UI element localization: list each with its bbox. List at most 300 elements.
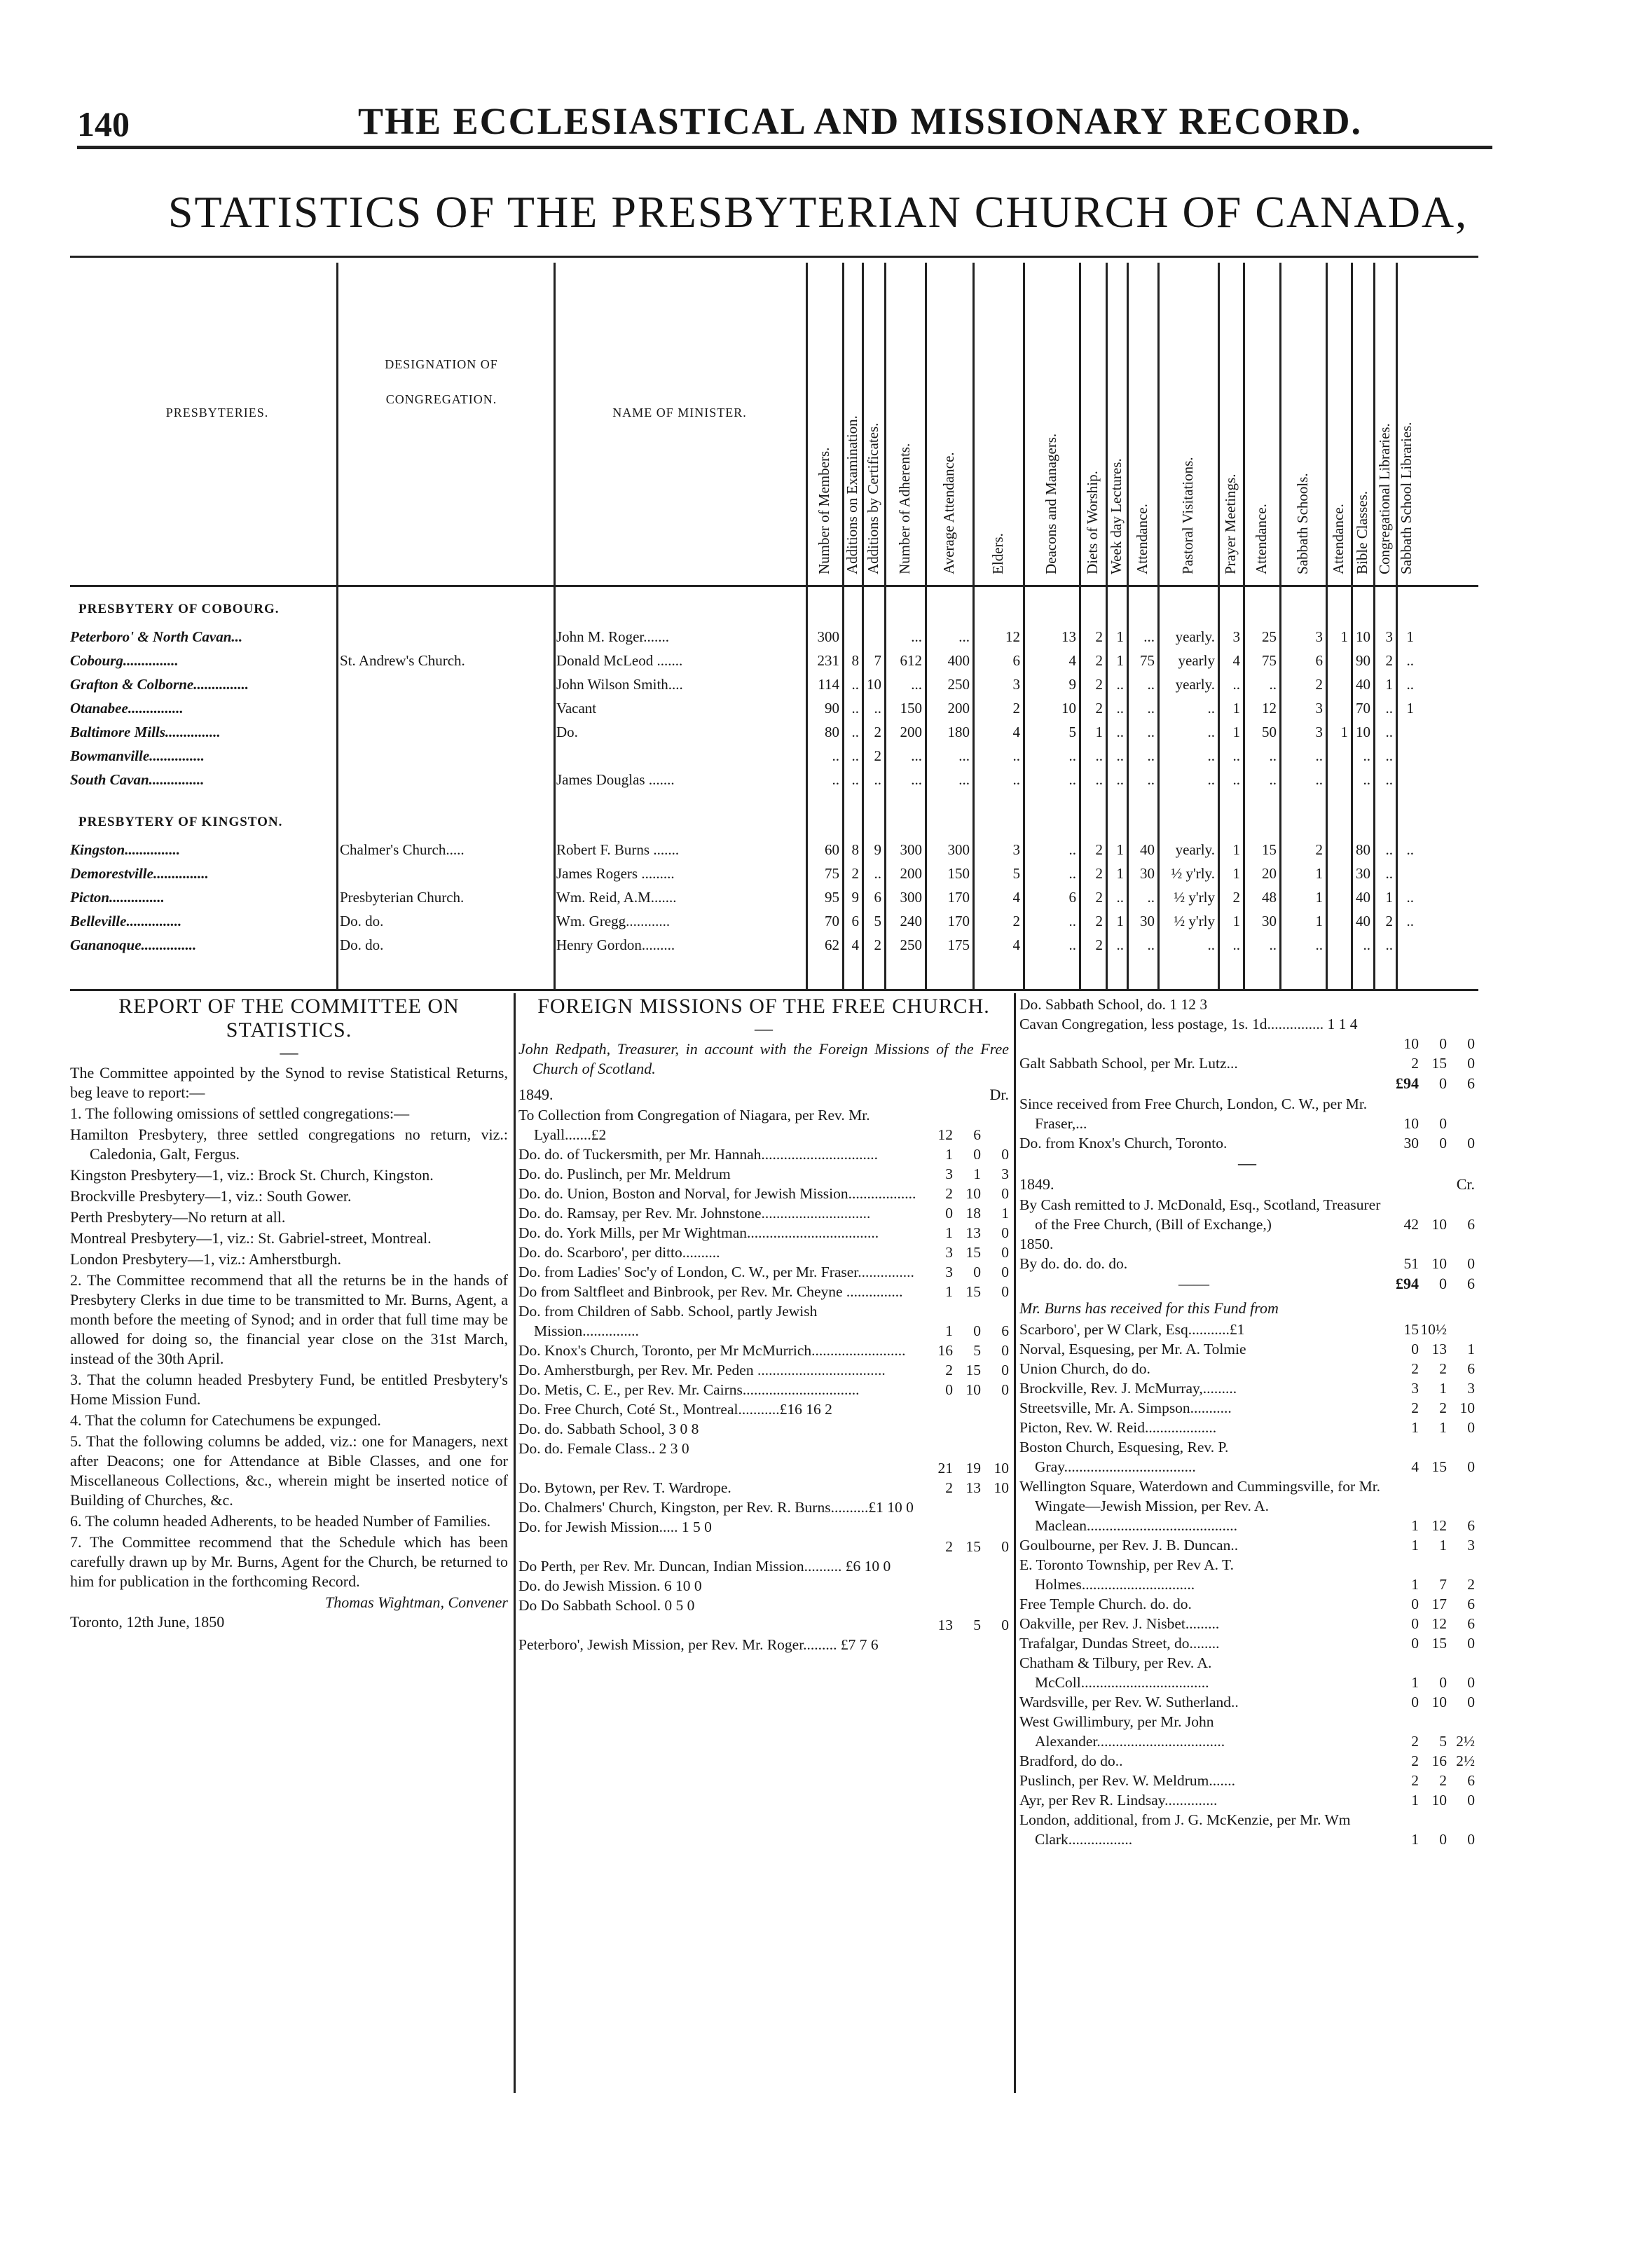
ledger-line xyxy=(1019,1339,1475,1359)
table-row xyxy=(70,676,1478,697)
ledger-line xyxy=(518,1498,1009,1517)
header-vertical-4: Average Attendance. xyxy=(940,452,957,574)
cell-value: 5 xyxy=(874,913,881,929)
ledger-amount: 4 xyxy=(1411,1458,1419,1475)
ledger-amount: 2 xyxy=(945,1185,953,1202)
header-vertical-5: Elders. xyxy=(989,533,1006,574)
ledger-amount: 0 xyxy=(1467,1674,1475,1691)
cell-value: .. xyxy=(1406,889,1414,906)
cell-value: .. xyxy=(1207,724,1215,740)
ledger-amount: 13 xyxy=(965,1224,981,1241)
cell-value: 70 xyxy=(1356,700,1370,717)
header-vertical-16: Congregational Libraries. xyxy=(1376,423,1393,574)
ledger-description: Chatham & Tilbury, per Rev. A. McColl.................................. xyxy=(1019,1654,1212,1691)
column-rule xyxy=(1351,263,1353,991)
cell-value: .. xyxy=(851,724,859,740)
ledger-line xyxy=(518,1282,1009,1301)
ledger-line xyxy=(1019,1359,1475,1378)
cell-value: 75 xyxy=(1262,652,1277,669)
foreign-missions-column xyxy=(518,995,1009,2185)
ledger-amount: 1 xyxy=(1467,1341,1475,1357)
cell-value: 2 xyxy=(1012,700,1020,717)
ledger-description: To Collection from Congregation of Niagara, per Rev. Mr. Lyall.......£2 xyxy=(518,1107,870,1143)
divider: — xyxy=(280,1042,298,1063)
cell-value: .. xyxy=(1068,747,1076,764)
ledger-amount: 2 xyxy=(1439,1399,1447,1416)
ledger-amount: 1 xyxy=(1439,1380,1447,1397)
ledger-amount: 2 xyxy=(1411,1360,1419,1377)
cell-value: 2 xyxy=(1095,700,1103,717)
column-rule xyxy=(972,263,975,991)
header-minister: NAME OF MINISTER. xyxy=(612,406,747,420)
ledger-line xyxy=(1019,1594,1475,1614)
cell-value: 20 xyxy=(1262,865,1277,882)
ledger-amount: 13 xyxy=(965,1479,981,1496)
header-vertical-0: Number of Members. xyxy=(816,447,832,574)
ledger-description: West Gwillimbury, per Mr. John Alexander.................................. xyxy=(1019,1713,1225,1750)
credit-label: Cr. xyxy=(1456,1175,1475,1193)
cell-value: 5 xyxy=(1012,865,1020,882)
cell-value: 30 xyxy=(1140,865,1155,882)
cell-value: .. xyxy=(1232,771,1240,788)
cell-value: 4 xyxy=(1012,724,1020,740)
ledger-line xyxy=(1019,1555,1475,1594)
ledger-amount: 0 xyxy=(1001,1381,1009,1398)
ledger-line xyxy=(1019,1437,1475,1477)
minister-name: James Douglas ....... xyxy=(556,771,675,788)
cell-value: 4 xyxy=(1232,652,1240,669)
ledger-description: Peterboro', Jewish Mission, per Rev. Mr. Roger......... £7 7 6 xyxy=(518,1636,879,1653)
cell-value: 15 xyxy=(1262,841,1277,858)
cell-value: 2 xyxy=(1232,889,1240,906)
cell-value: .. xyxy=(1116,676,1124,693)
report-point-7: 7. The Committee recommend that the Schedule which has been carefully drawn up by Mr. Burns, Agent for the Church, be returned to him for publication in the forthcoming Record. xyxy=(70,1533,508,1590)
ledger-description: 1850. xyxy=(1019,1236,1054,1252)
cell-value: 75 xyxy=(825,865,839,882)
page-number: 140 xyxy=(77,104,130,144)
ledger-line xyxy=(1019,1477,1475,1535)
ledger-amount: 1 xyxy=(1411,1831,1419,1848)
ledger-amount: 0 xyxy=(1439,1035,1447,1052)
cell-value: .. xyxy=(1207,700,1215,717)
cell-value: .. xyxy=(1095,771,1103,788)
cell-value: 80 xyxy=(1356,841,1370,858)
cell-value: .. xyxy=(1012,747,1020,764)
ledger-line xyxy=(518,1184,1009,1203)
cell-value: 250 xyxy=(947,676,970,693)
cell-value: 2 xyxy=(1095,913,1103,929)
cell-value: 4 xyxy=(1068,652,1076,669)
minister-name: James Rogers ......... xyxy=(556,865,675,882)
header-vertical-11: Prayer Meetings. xyxy=(1222,473,1239,574)
cell-value: .. xyxy=(1363,771,1370,788)
ledger-line xyxy=(518,1635,1009,1654)
header-vertical-8: Week day Lectures. xyxy=(1108,458,1125,574)
ledger-line xyxy=(1019,1053,1475,1073)
cell-value: 2 xyxy=(874,936,881,953)
report-column xyxy=(70,995,508,2185)
cell-value: .. xyxy=(1363,747,1370,764)
column-rule xyxy=(1079,263,1081,991)
column-rule xyxy=(884,263,886,991)
cell-value: .. xyxy=(1385,841,1393,858)
cell-value: 2 xyxy=(1095,676,1103,693)
cell-value: .. xyxy=(1315,771,1323,788)
ledger-description: Do. Free Church, Coté St., Montreal...........£16 16 2 xyxy=(518,1401,832,1418)
ledger-amount: 0 xyxy=(1411,1635,1419,1652)
cell-value: 90 xyxy=(825,700,839,717)
ledger-amount: 15 xyxy=(965,1362,981,1378)
cell-value: .. xyxy=(1269,936,1277,953)
header-vertical-1: Additions on Examination. xyxy=(844,415,860,574)
cell-value: .. xyxy=(1116,889,1124,906)
cell-value: 170 xyxy=(947,913,970,929)
cell-value: 90 xyxy=(1356,652,1370,669)
ledger-amount: 0 xyxy=(1001,1224,1009,1241)
header-congregation: DESIGNATION OF CONGREGATION. xyxy=(385,357,498,406)
burns-receipts xyxy=(1019,1320,1475,1849)
cell-value: 1 xyxy=(1315,865,1323,882)
table-row xyxy=(70,747,1478,768)
cell-value: 12 xyxy=(1005,628,1020,645)
cell-value: 1 xyxy=(1232,841,1240,858)
cell-value: .. xyxy=(1068,936,1076,953)
cell-value: 1 xyxy=(1315,889,1323,906)
ledger-amount: 1 xyxy=(1411,1537,1419,1554)
ledger-amount: 15 xyxy=(1403,1321,1419,1338)
ledger-amount: 6 xyxy=(1467,1216,1475,1233)
place-name: Kingston............... xyxy=(70,841,180,858)
column-rule xyxy=(554,263,556,991)
ledger-amount: 15 xyxy=(1431,1055,1447,1072)
ledger-amount: 15 xyxy=(1431,1458,1447,1475)
header-bottom-rule xyxy=(70,585,1478,587)
ledger-amount: 15 xyxy=(965,1283,981,1300)
ledger-line xyxy=(1019,1633,1475,1653)
cell-value: 30 xyxy=(1356,865,1370,882)
ledger-amount: 3 xyxy=(1001,1166,1009,1182)
cell-value: 3 xyxy=(1315,724,1323,740)
ledger-description: E. Toronto Township, per Rev A. T. Holmes.............................. xyxy=(1019,1556,1234,1593)
ledger-amount: 0 xyxy=(1411,1341,1419,1357)
ledger-description: Galt Sabbath School, per Mr. Lutz... xyxy=(1019,1055,1238,1072)
foreign-missions-title: FOREIGN MISSIONS OF THE FREE CHURCH. xyxy=(537,995,990,1018)
minister-name: Donald McLeod ....... xyxy=(556,652,683,669)
omission-item: Kingston Presbytery—1, viz.: Brock St. Church, Kingston. xyxy=(70,1166,434,1184)
cell-value: .. xyxy=(1207,771,1215,788)
ledger-line xyxy=(518,1478,1009,1498)
cell-value: 9 xyxy=(874,841,881,858)
ledger-amount: 0 xyxy=(973,1264,981,1280)
ledger-amount: 0 xyxy=(1439,1831,1447,1848)
cell-value: .. xyxy=(1406,841,1414,858)
cell-value: 48 xyxy=(1262,889,1277,906)
ledger-amount: 18 xyxy=(965,1205,981,1222)
column-rule xyxy=(1243,263,1245,991)
cell-value: 400 xyxy=(947,652,970,669)
ledger-line xyxy=(518,1576,1009,1596)
cell-value: 1 xyxy=(1340,628,1348,645)
header-presbyteries: PRESBYTERIES. xyxy=(165,406,269,420)
cell-value: 150 xyxy=(900,700,922,717)
ledger-amount: 2½ xyxy=(1456,1752,1475,1769)
ledger-amount: 2 xyxy=(1439,1772,1447,1789)
ledger-description: Do. Amherstburgh, per Rev. Mr. Peden .................................. xyxy=(518,1362,886,1378)
ledger-amount: 0 xyxy=(1001,1617,1009,1633)
ledger-description: Since received from Free Church, London, C. W., per Mr. Fraser,... xyxy=(1019,1095,1368,1132)
ledger-amount: 0 xyxy=(1467,1035,1475,1052)
ledger-amount: 0 xyxy=(1001,1264,1009,1280)
column-rule xyxy=(1023,263,1025,991)
ledger-amount: 10 xyxy=(1431,1694,1447,1710)
place-name: Picton............... xyxy=(70,889,165,906)
ledger-description: Do. from Children of Sabb. School, partly Jewish Mission............... xyxy=(518,1303,818,1339)
ledger-line xyxy=(1019,1014,1475,1034)
ledger-description: Do. from Ladies' Soc'y of London, C. W., per Mr. Fraser............... xyxy=(518,1264,914,1280)
cell-value: .. xyxy=(874,865,881,882)
ledger-amount: 0 xyxy=(1467,1635,1475,1652)
cell-value: yearly xyxy=(1178,652,1215,669)
minister-name: Robert F. Burns ....... xyxy=(556,841,680,858)
ledger-amount: 1 xyxy=(1001,1205,1009,1222)
ledger-amount: 10 xyxy=(965,1381,981,1398)
cell-value: ... xyxy=(958,747,970,764)
ledger-description: Goulbourne, per Rev. J. B. Duncan.. xyxy=(1019,1537,1239,1554)
ledger-amount: 0 xyxy=(1467,1694,1475,1710)
report-point-2: 2. The Committee recommend that all the returns be in the hands of Presbytery Clerks in due time to be transmitted to Mr. Burns, Agent, a month before the meeting of Synod; and in order that full time may be allowed for doing so, the financial year close on the 31st March, instead of the 30th April. xyxy=(70,1271,508,1367)
ledger-amount: 0 xyxy=(1411,1694,1419,1710)
table-row xyxy=(70,724,1478,745)
cell-value: 2 xyxy=(1012,913,1020,929)
cell-value: .. xyxy=(1385,724,1393,740)
cell-value: .. xyxy=(1385,747,1393,764)
cell-value: 8 xyxy=(851,841,859,858)
ledger-amount: 1 xyxy=(1411,1792,1419,1809)
ledger-amount: 3 xyxy=(1467,1380,1475,1397)
cell-value: .. xyxy=(874,700,881,717)
ledger-line xyxy=(518,1399,1009,1419)
cell-value: .. xyxy=(1116,724,1124,740)
ledger-line xyxy=(1019,1751,1475,1771)
cell-value: .. xyxy=(1147,724,1155,740)
ledger-line xyxy=(518,1615,1009,1635)
header-rule xyxy=(77,146,1492,149)
cell-value: .. xyxy=(1147,771,1155,788)
ledger-amount: 0 xyxy=(1439,1674,1447,1691)
cell-value: ... xyxy=(911,771,922,788)
credit-year: 1849. xyxy=(1019,1175,1054,1193)
ledger-description: Do Perth, per Rev. Mr. Duncan, Indian Mission.......... £6 10 0 xyxy=(518,1558,891,1575)
ledger-amount: 3 xyxy=(1467,1537,1475,1554)
cell-value: 114 xyxy=(818,676,839,693)
ledger-amount: 0 xyxy=(1001,1185,1009,1202)
ledger-description: Do. Chalmers' Church, Kingston, per Rev. R. Burns..........£1 10 0 xyxy=(518,1499,914,1516)
ledger-amount: 0 xyxy=(1411,1615,1419,1632)
ledger-line xyxy=(518,1517,1009,1537)
cell-value: 3 xyxy=(1012,676,1020,693)
cell-value: .. xyxy=(1068,865,1076,882)
column-rule xyxy=(336,263,338,991)
ledger-amount: 15 xyxy=(965,1244,981,1261)
cell-value: .. xyxy=(1232,676,1240,693)
cell-value: .. xyxy=(1385,865,1393,882)
cell-value: 1 xyxy=(1315,913,1323,929)
ledger-line xyxy=(1019,1195,1475,1234)
place-name: Gananoque............... xyxy=(70,936,197,953)
ledger-amount: 10 xyxy=(1403,1035,1419,1052)
ledger-line xyxy=(518,1380,1009,1399)
ledger-description: Do. from Knox's Church, Toronto. xyxy=(1019,1135,1228,1152)
place-name: Baltimore Mills............... xyxy=(70,724,221,740)
congregation-name: Presbyterian Church. xyxy=(340,889,465,906)
ledger-amount: 2 xyxy=(1411,1055,1419,1072)
cell-value: 9 xyxy=(851,889,859,906)
ledger-amount: 12 xyxy=(1431,1615,1447,1632)
cell-value: 1 xyxy=(1095,724,1103,740)
ledger-amount: 2 xyxy=(945,1538,953,1555)
ledger-line xyxy=(1019,1653,1475,1692)
header-vertical-12: Attendance. xyxy=(1253,504,1270,574)
cell-value: 3 xyxy=(1385,628,1393,645)
minister-name: Wm. Reid, A.M....... xyxy=(556,889,677,906)
cell-value: ... xyxy=(911,676,922,693)
ledger-line xyxy=(1019,1810,1475,1849)
cell-value: 2 xyxy=(851,865,859,882)
table-top-rule xyxy=(70,256,1478,258)
ledger-description: Brockville, Rev. J. McMurray,......... xyxy=(1019,1380,1237,1397)
omission-item: Perth Presbytery—No return at all. xyxy=(70,1208,286,1226)
header-vertical-15: Bible Classes. xyxy=(1354,491,1370,574)
cell-value: ... xyxy=(911,628,922,645)
ledger-description: Do. do Jewish Mission. 6 10 0 xyxy=(518,1577,702,1594)
ledger-amount: 2 xyxy=(945,1479,953,1496)
cell-value: .. xyxy=(1385,700,1393,717)
ledger-description: Streetsville, Mr. A. Simpson........... xyxy=(1019,1399,1232,1416)
cell-value: yearly. xyxy=(1175,676,1215,693)
ledger-amount: 42 xyxy=(1403,1216,1419,1233)
cell-value: 1 xyxy=(1406,628,1414,645)
ledger-amount: 10 xyxy=(1431,1255,1447,1272)
cell-value: .. xyxy=(1207,936,1215,953)
cell-value: 5 xyxy=(1068,724,1076,740)
header-vertical-13: Sabbath Schools. xyxy=(1294,473,1311,574)
cell-value: 40 xyxy=(1356,913,1370,929)
cell-value: ... xyxy=(1143,628,1155,645)
omission-item: Hamilton Presbytery, three settled congregations no return, viz.: Caledonia, Galt, Fergus. xyxy=(70,1126,508,1163)
ledger-amount: 1 xyxy=(945,1283,953,1300)
cell-value: 4 xyxy=(851,936,859,953)
cell-value: 4 xyxy=(1012,889,1020,906)
ledger-line xyxy=(1019,1094,1475,1133)
cell-value: 200 xyxy=(900,724,922,740)
ledger-description: Oakville, per Rev. J. Nisbet......... xyxy=(1019,1615,1220,1632)
header-vertical-3: Number of Adherents. xyxy=(896,443,913,574)
cell-value: 10 xyxy=(867,676,881,693)
cell-value: 2 xyxy=(874,747,881,764)
minister-name: Wm. Gregg............ xyxy=(556,913,671,929)
ledger-amount: 3 xyxy=(945,1166,953,1182)
ledger-amount: 1 xyxy=(1439,1537,1447,1554)
ledger-amount: 0 xyxy=(1001,1283,1009,1300)
cell-value: .. xyxy=(1068,913,1076,929)
ledger-amount: 6 xyxy=(1467,1596,1475,1612)
cell-value: 2 xyxy=(1385,913,1393,929)
report-point-3: 3. That the column headed Presbytery Fund, be entitled Presbytery's Home Mission Fund. xyxy=(70,1371,508,1408)
column-rule xyxy=(1157,263,1160,991)
ledger-line xyxy=(1019,1254,1475,1273)
table-row xyxy=(70,913,1478,934)
credit-total: —— £94 0 6 xyxy=(1178,1275,1475,1292)
ledger-amount: 15 xyxy=(1431,1635,1447,1652)
cell-value: .. xyxy=(1147,676,1155,693)
ledger-amount: 15 xyxy=(965,1538,981,1555)
cell-value: 150 xyxy=(947,865,970,882)
ledger-amount: 21 xyxy=(937,1460,953,1477)
ledger-amount: 5 xyxy=(973,1617,981,1633)
column-rule xyxy=(1279,263,1281,991)
table-row xyxy=(70,771,1478,792)
cell-value: 1 xyxy=(1116,865,1124,882)
cell-value: .. xyxy=(1068,841,1076,858)
column-rule xyxy=(1326,263,1328,991)
cell-value: 12 xyxy=(1262,700,1277,717)
ledger-description: Ayr, per Rev R. Lindsay.............. xyxy=(1019,1792,1218,1809)
ledger-description: Do. do. Female Class.. 2 3 0 xyxy=(518,1440,689,1457)
cell-value: .. xyxy=(851,747,859,764)
cell-value: 30 xyxy=(1262,913,1277,929)
place-name: Bowmanville............... xyxy=(70,747,205,764)
ledger-amount: 16 xyxy=(1431,1752,1447,1769)
column-rule xyxy=(1373,263,1375,991)
ledger-line xyxy=(518,1439,1009,1458)
header-vertical-2: Additions by Certificates. xyxy=(865,422,881,574)
cell-value: .. xyxy=(851,676,859,693)
ledger-amount: 0 xyxy=(1467,1255,1475,1272)
cell-value: 30 xyxy=(1140,913,1155,929)
cell-value: .. xyxy=(1315,936,1323,953)
ledger-line xyxy=(1019,1034,1475,1053)
ledger-description: Do. do. York Mills, per Mr Wightman................................... xyxy=(518,1224,879,1241)
cell-value: 2 xyxy=(1095,628,1103,645)
cell-value: .. xyxy=(1012,771,1020,788)
ledger-line xyxy=(518,1556,1009,1576)
ledger-description: London, additional, from J. G. McKenzie, per Mr. Wm Clark................. xyxy=(1019,1811,1351,1848)
cell-value: 1 xyxy=(1406,700,1414,717)
ledger-line xyxy=(518,1223,1009,1243)
cell-value: 1 xyxy=(1232,724,1240,740)
congregation-name: Chalmer's Church..... xyxy=(340,841,465,858)
cell-value: 2 xyxy=(874,724,881,740)
cell-value: 95 xyxy=(825,889,839,906)
ledger-amount: 3 xyxy=(945,1264,953,1280)
ledger-amount: 0 xyxy=(1467,1458,1475,1475)
cell-value: .. xyxy=(1147,889,1155,906)
report-signature: Thomas Wightman, Convener xyxy=(325,1593,508,1611)
debit-label: Dr. xyxy=(989,1086,1009,1103)
cell-value: 2 xyxy=(1315,676,1323,693)
ledger-amount: 2 xyxy=(1439,1360,1447,1377)
account-total: £94 0 6 xyxy=(1396,1074,1475,1092)
ledger-amount: 10 xyxy=(1431,1792,1447,1809)
ledger-description: Picton, Rev. W. Reid................... xyxy=(1019,1419,1217,1436)
cell-value: ... xyxy=(958,628,970,645)
column-rule xyxy=(925,263,927,991)
ledger-line xyxy=(1019,1378,1475,1398)
cell-value: 300 xyxy=(817,628,839,645)
omission-item: Brockville Presbytery—1, viz.: South Gower. xyxy=(70,1187,352,1205)
ledger-description: Bradford, do do.. xyxy=(1019,1752,1123,1769)
ledger-line xyxy=(1019,1418,1475,1437)
